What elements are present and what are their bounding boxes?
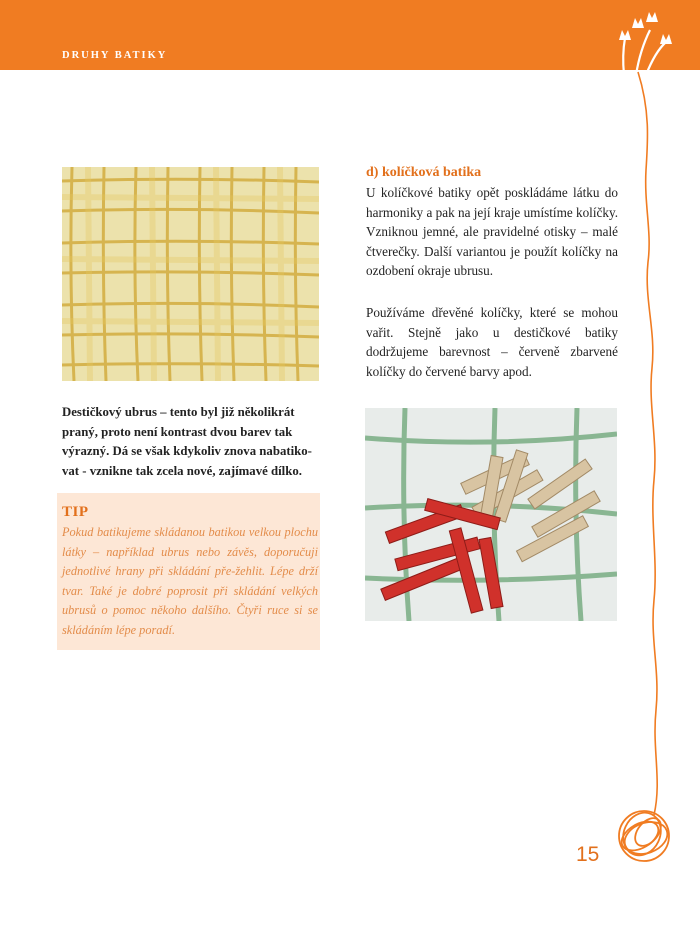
header-bar [0, 0, 700, 70]
header-title: DRUHY BATIKY [62, 50, 168, 61]
tip-text: Pokud batikujeme skládanou batikou velkou plochu látky – například ubrus nebo závěs, doporučuji jednotlivé hrany při skládání pře-žehlit. Lépe drží tvar. Také je dobré poprosit při skládání velkých ubrusů o pomoc někoho dalšího. Čtyři ruce si se skládáním lépe poradí. [62, 525, 318, 637]
paragraph-1: U kolíčkové batiky opět poskládáme látku do harmoniky a pak na její kraje umístíme kolíčky. Vzniknou jemné, ale pravidelné otisky – malé čtverečky. Další variantou je použít kolíčky na ozdobení okraje ubrusu. [366, 185, 618, 279]
tip-heading: TIP [62, 504, 89, 520]
clothespins-photo [365, 408, 617, 621]
paragraph-2: Používáme dřevěné kolíčky, které se mohou vařit. Stejně jako u destičkové batiky dodržujeme barevnost – červeně zbarvené kolíčky do červené barvy apod. [366, 305, 618, 379]
tip-box [57, 493, 320, 650]
section-heading: d) kolíčková batika [366, 165, 482, 180]
photo-caption: Destičkový ubrus – tento byl již několikrát praný, proto není kontrast dvou barev tak výrazný. Dá se však kdykoliv znova nabatiko-vat - vznikne tak zcela nové, zajímavé dílko. [62, 405, 312, 478]
page-number: 15 [576, 843, 600, 866]
batik-cloth-photo [62, 167, 319, 381]
